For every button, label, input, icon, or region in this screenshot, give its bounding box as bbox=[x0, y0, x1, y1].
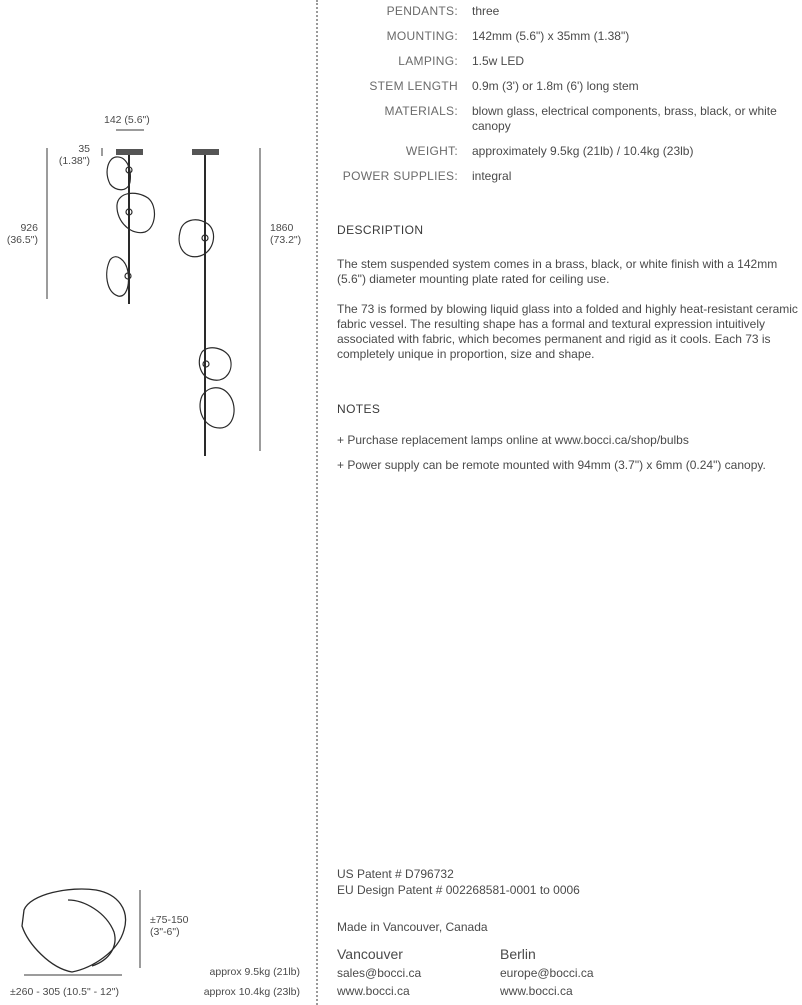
spec-value: integral bbox=[472, 169, 512, 183]
spec-row-lamping bbox=[330, 54, 800, 69]
vancouver-email[interactable]: sales@bocci.ca bbox=[337, 966, 422, 980]
pendant-width-label: ±260 - 305 (10.5" - 12") bbox=[10, 986, 119, 998]
long-stem-pendant bbox=[179, 149, 234, 456]
berlin-city: Berlin bbox=[500, 946, 536, 962]
eu-patent: EU Design Patent # 002268581-0001 to 0006 bbox=[337, 883, 580, 897]
berlin-website[interactable]: www.bocci.ca bbox=[500, 984, 573, 998]
long-length-mm-label: 1860 bbox=[270, 222, 294, 234]
canopy-width-label: 142 (5.6") bbox=[104, 114, 150, 126]
short-length-in-label: (36.5") bbox=[6, 234, 38, 246]
vancouver-city: Vancouver bbox=[337, 946, 403, 962]
description-paragraph-2: The 73 is formed by blowing liquid glass into a folded and highly heat-resistant ceramic fabric vessel. The resulting shape has a formal and textural expression intuitively associated with fabric, which becomes permanent and rigid as it cools. Each 73 is completely unique in proportion, size and shape. bbox=[337, 302, 798, 361]
spec-row-materials bbox=[330, 104, 800, 134]
spec-row-mounting bbox=[330, 29, 800, 44]
weight-short-label: approx 9.5kg (21lb) bbox=[209, 966, 300, 978]
dotted-divider bbox=[316, 0, 318, 1005]
spec-value: 1.5w LED bbox=[472, 54, 525, 68]
short-length-mm-label: 926 bbox=[20, 222, 38, 234]
pendant-dimension-drawing bbox=[0, 0, 316, 1005]
spec-value: 0.9m (3') or 1.8m (6') long stem bbox=[472, 79, 639, 93]
pendant-height-in-label: (3"-6") bbox=[150, 926, 180, 938]
spec-row-pendants bbox=[330, 4, 800, 19]
spec-label: MOUNTING: bbox=[386, 29, 458, 43]
spec-label: MATERIALS: bbox=[384, 104, 458, 118]
technical-drawing-panel bbox=[0, 0, 316, 1005]
spec-table bbox=[330, 4, 800, 194]
spec-row-power-supplies bbox=[330, 169, 800, 184]
spec-value: three bbox=[472, 4, 500, 18]
weight-long-label: approx 10.4kg (23lb) bbox=[203, 986, 300, 998]
spec-label: WEIGHT: bbox=[405, 144, 458, 158]
berlin-email[interactable]: europe@bocci.ca bbox=[500, 966, 594, 980]
vancouver-website[interactable]: www.bocci.ca bbox=[337, 984, 410, 998]
spec-label: STEM LENGTH bbox=[369, 79, 458, 93]
description-heading: DESCRIPTION bbox=[337, 223, 424, 237]
note-item: + Purchase replacement lamps online at www.bocci.ca/shop/bulbs bbox=[337, 433, 689, 447]
made-in: Made in Vancouver, Canada bbox=[337, 920, 488, 934]
notes-heading: NOTES bbox=[337, 402, 381, 416]
canopy-height-mm-label: 35 bbox=[78, 143, 90, 155]
spec-label: LAMPING: bbox=[398, 54, 458, 68]
spec-value: approximately 9.5kg (21lb) / 10.4kg (23lb) bbox=[472, 144, 694, 158]
note-item: + Power supply can be remote mounted with 94mm (3.7") x 6mm (0.24") canopy. bbox=[337, 458, 766, 472]
long-length-in-label: (73.2") bbox=[270, 234, 302, 246]
spec-row-stem-length bbox=[330, 79, 800, 94]
canopy-height-in-label: (1.38") bbox=[58, 155, 90, 167]
spec-label: PENDANTS: bbox=[386, 4, 458, 18]
pendant-height-mm-label: ±75-150 bbox=[150, 914, 189, 926]
spec-label: POWER SUPPLIES: bbox=[342, 169, 458, 183]
pendant-top-view bbox=[22, 889, 140, 975]
us-patent: US Patent # D796732 bbox=[337, 867, 454, 881]
spec-value: blown glass, electrical components, brass, black, or white canopy bbox=[472, 104, 777, 133]
description-paragraph-1: The stem suspended system comes in a brass, black, or white finish with a 142mm (5.6") diameter mounting plate rated for ceiling use. bbox=[337, 257, 778, 286]
spec-value: 142mm (5.6") x 35mm (1.38") bbox=[472, 29, 630, 43]
short-stem-pendant bbox=[107, 149, 155, 304]
spec-row-weight bbox=[330, 144, 800, 159]
